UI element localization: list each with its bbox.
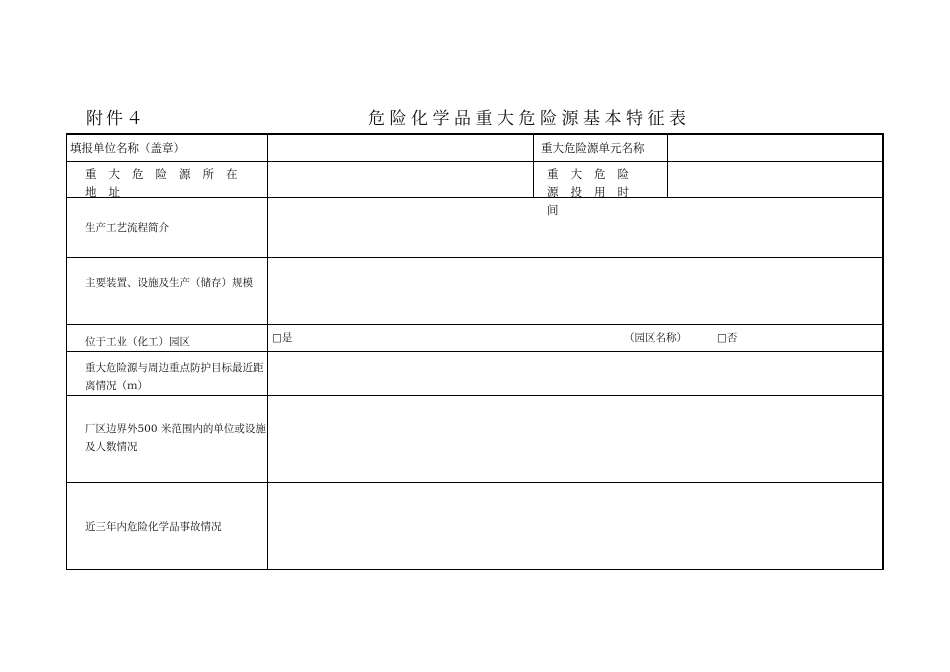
park-yes-checkbox[interactable]: □是 <box>272 332 293 344</box>
characteristics-table <box>66 133 884 570</box>
address-label: 重大危险源所在地址 <box>85 167 250 199</box>
park-no-checkbox[interactable]: □否 <box>717 332 738 344</box>
row-divider <box>67 324 883 325</box>
in-service-time-field[interactable] <box>668 162 883 197</box>
attachment-label: 附件４ <box>86 109 146 129</box>
accidents-field[interactable] <box>268 483 883 570</box>
address-field[interactable] <box>268 162 533 197</box>
equipment-label: 主要装置、设施及生产（储存）规模 <box>85 277 253 289</box>
column-divider <box>533 135 534 197</box>
park-label: 位于工业（化工）园区 <box>85 336 190 348</box>
process-label: 生产工艺流程简介 <box>85 222 169 234</box>
unit-name-label: 填报单位名称（盖章） <box>70 141 185 155</box>
park-name-label: （园区名称） <box>624 332 687 344</box>
in-service-time-label-cell <box>547 165 665 217</box>
equipment-field[interactable] <box>268 258 883 324</box>
process-field[interactable] <box>268 198 883 257</box>
within-500m-label: 厂区边界外500 米范围内的单位或设施及人数情况 <box>85 423 266 453</box>
within-500m-field[interactable] <box>268 396 883 482</box>
address-label-cell <box>85 165 265 197</box>
source-unit-name-field[interactable] <box>668 135 883 161</box>
unit-name-field[interactable] <box>268 135 533 161</box>
distance-field[interactable] <box>268 352 883 395</box>
source-unit-name-label: 重大危险源单元名称 <box>541 141 645 155</box>
distance-label: 重大危险源与周边重点防护目标最近距离情况（ｍ） <box>85 362 264 392</box>
in-service-time-label: 重大危险源投用时间 <box>547 167 641 217</box>
accidents-label: 近三年内危险化学品事故情况 <box>85 521 222 533</box>
page-title: 危险化学品重大危险源基本特征表 <box>368 109 691 129</box>
